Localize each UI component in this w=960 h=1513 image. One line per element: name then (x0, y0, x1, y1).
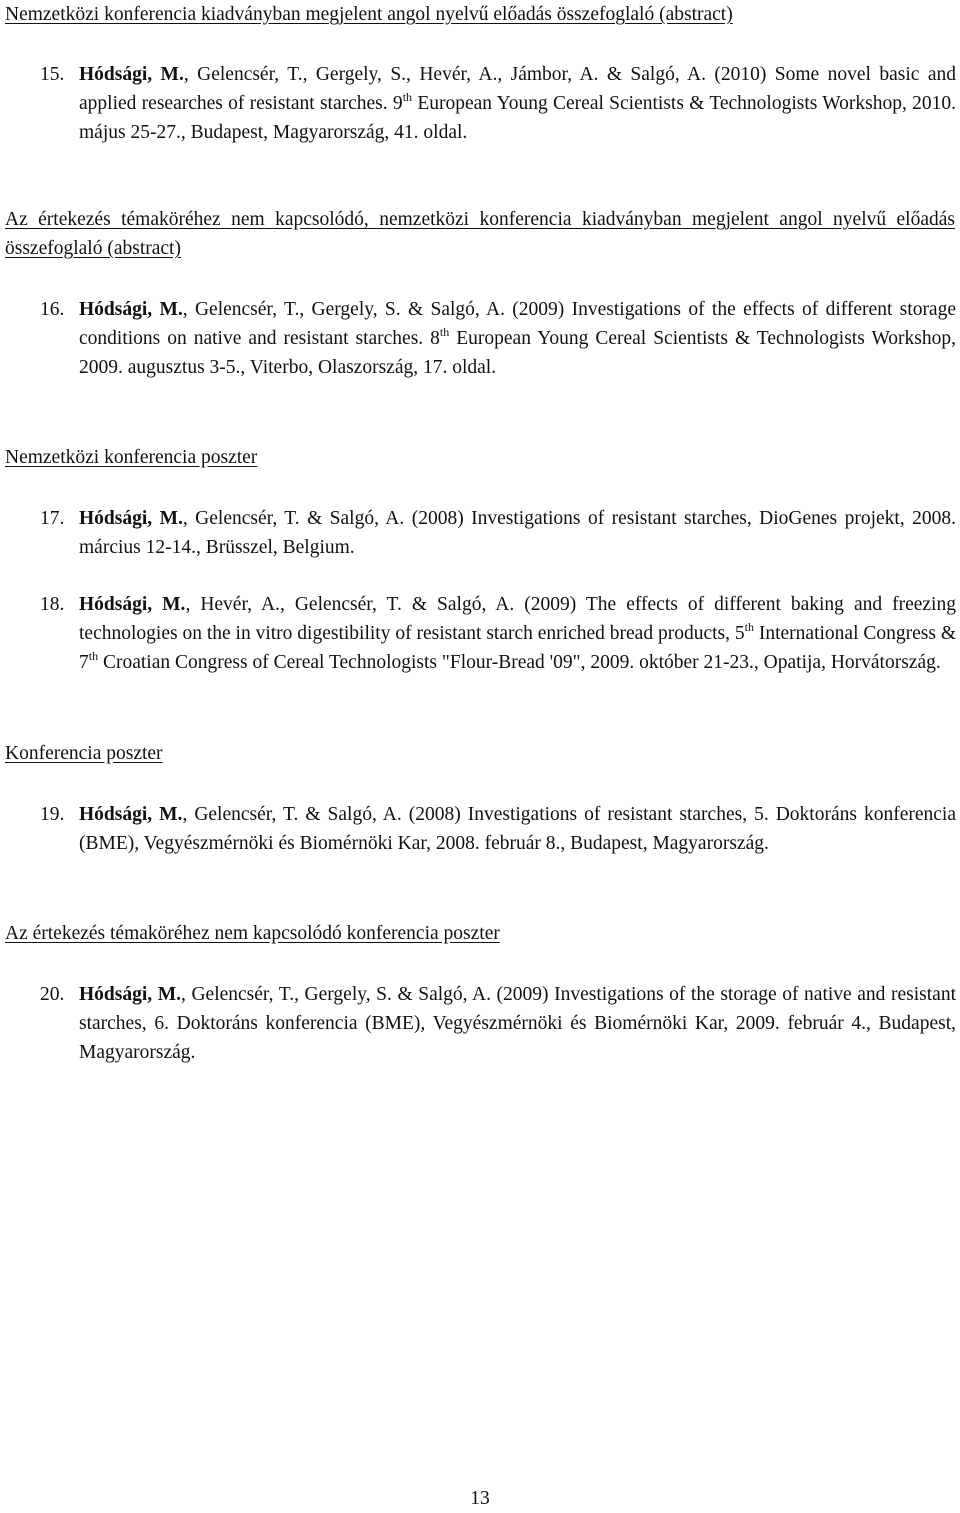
page-number: 13 (470, 1488, 490, 1509)
entry-text (79, 980, 956, 1067)
main-author: Hódsági, M. (79, 984, 182, 1005)
publication-entry (40, 295, 956, 382)
entry-text (79, 800, 956, 858)
entry-continuation: European Young Cereal Scientists & Technologists Workshop, 2010. május 25-27., Budapest, Magyarország, 41. oldal. (79, 93, 957, 143)
main-author: Hódsági, M. (79, 594, 186, 615)
entry-authors-rest: , Gelencsér, T. & Salgó, A. (2008) Investigations of resistant starches, DioGenes projekt, 2008. március 12-14., Brüsszel, Belgium. (79, 508, 956, 558)
section-heading: Az értekezés témaköréhez nem kapcsolódó konferencia poszter (5, 923, 500, 944)
entry-number: 18. (40, 594, 65, 615)
entry-authors-rest: , Gelencsér, T. & Salgó, A. (2008) Investigations of resistant starches, 5. Doktoráns konferencia (BME), Vegyészmérnöki és Biomérnöki Kar, 2008. február 8., Budapest, Magyarország. (79, 804, 956, 854)
entry-text (79, 590, 956, 677)
publication-entry (40, 800, 956, 858)
entry-authors-rest: , Gelencsér, T., Gergely, S. & Salgó, A. (2009) Investigations of the effects of different storage conditions on native and resistant starches. 8 (79, 299, 956, 349)
entry-number: 20. (40, 984, 65, 1005)
entry-number: 15. (40, 64, 65, 85)
superscript: th (744, 620, 754, 634)
section-heading: Nemzetközi konferencia poszter (5, 447, 258, 468)
section-heading: Konferencia poszter (5, 743, 163, 764)
publication-entry (40, 980, 956, 1067)
entry-authors-rest: , Gelencsér, T., Gergely, S. & Salgó, A. (2009) Investigations of the storage of native and resistant starches, 6. Doktoráns konferencia (BME), Vegyészmérnöki és Biomérnöki Kar, 2009. február 4., Budapest, Magyarország. (79, 984, 956, 1063)
main-author: Hódsági, M. (79, 508, 183, 529)
section-heading: Nemzetközi konferencia kiadványban megjelent angol nyelvű előadás összefoglaló (abstract) (5, 4, 733, 25)
entry-text (79, 295, 956, 382)
entry-continuation: Croatian Congress of Cereal Technologists "Flour-Bread '09", 2009. október 21-23., Opatija, Horvátország. (98, 652, 941, 673)
publication-entry (40, 60, 956, 147)
superscript: th (439, 325, 450, 339)
entry-text (79, 60, 956, 147)
publication-entry (40, 504, 956, 562)
entry-continuation: International Congress & 7 (79, 623, 957, 673)
superscript: th (88, 649, 99, 663)
entry-number: 16. (40, 299, 65, 320)
section-heading: Az értekezés témaköréhez nem kapcsolódó, nemzetközi konferencia kiadványban megjelent angol nyelvű előadás összefoglaló (abstract) (5, 209, 955, 259)
main-author: Hódsági, M. (79, 64, 184, 85)
main-author: Hódsági, M. (79, 299, 183, 320)
publication-entry (40, 590, 956, 677)
entry-continuation: European Young Cereal Scientists & Technologists Workshop, 2009. augusztus 3-5., Viterbo, Olaszország, 17. oldal. (79, 328, 956, 378)
superscript: th (402, 90, 413, 104)
entry-authors-rest: , Hevér, A., Gelencsér, T. & Salgó, A. (2009) The effects of different baking and freezing technologies on the in vitro digestibility of resistant starch enriched bread products, 5 (79, 594, 956, 644)
entry-number: 19. (40, 804, 65, 825)
entry-text (79, 504, 956, 562)
main-author: Hódsági, M. (79, 804, 183, 825)
entry-number: 17. (40, 508, 65, 529)
entry-authors-rest: , Gelencsér, T., Gergely, S., Hevér, A., Jámbor, A. & Salgó, A. (2010) Some novel basic and applied researches of resistant starches. 9 (79, 64, 956, 114)
